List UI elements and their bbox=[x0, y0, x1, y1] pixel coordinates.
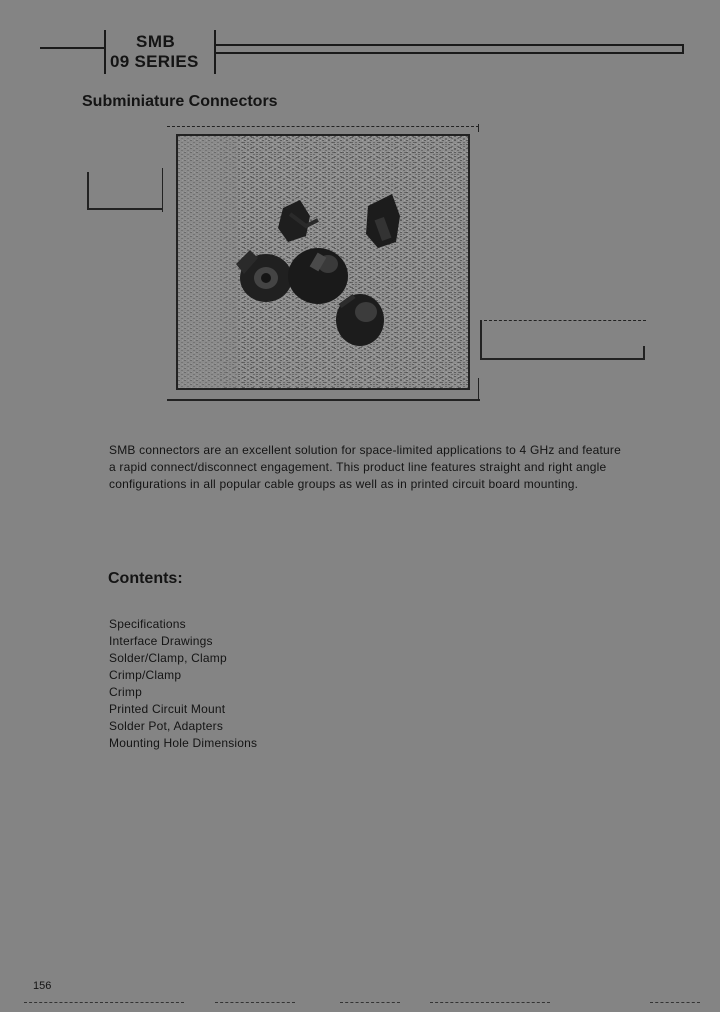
product-photo bbox=[176, 134, 470, 390]
photo-bottom-rule bbox=[167, 399, 480, 401]
header-bar bbox=[214, 44, 684, 54]
contents-item-specifications: Specifications bbox=[109, 617, 186, 631]
right-bracket-marker bbox=[480, 320, 644, 360]
connectors-photo-graphic bbox=[178, 136, 468, 388]
section-title: Subminiature Connectors bbox=[82, 93, 278, 110]
footer-rule-5 bbox=[650, 1002, 700, 1004]
contents-item-interface-drawings: Interface Drawings bbox=[109, 634, 213, 648]
footer-rule-4 bbox=[430, 1002, 550, 1004]
footer-rule-2 bbox=[215, 1002, 295, 1004]
intro-paragraph: SMB connectors are an excellent solution for space-limited applications to 4 GHz and feature a rapid connect/disconnect engagement. This product line features straight and right angle configurations in all popular cable groups as well as in printed circuit board mounting. bbox=[109, 443, 621, 491]
contents-item-printed-circuit-mount: Printed Circuit Mount bbox=[109, 702, 226, 716]
right-bracket-end bbox=[643, 346, 645, 360]
photo-top-rule bbox=[167, 126, 479, 128]
left-bracket-marker bbox=[87, 172, 163, 210]
contents-heading: Contents: bbox=[108, 570, 183, 587]
series-number: 09 SERIES bbox=[110, 52, 199, 71]
contents-item-solder-clamp: Solder/Clamp, Clamp bbox=[109, 651, 227, 665]
contents-list bbox=[109, 616, 257, 752]
photo-right-stub bbox=[478, 378, 479, 400]
contents-item-mounting-hole-dimensions: Mounting Hole Dimensions bbox=[109, 736, 258, 750]
series-name: SMB bbox=[136, 32, 176, 51]
page-number: 156 bbox=[33, 980, 52, 992]
header-rule-left bbox=[40, 47, 106, 49]
photo-corner-tick bbox=[478, 124, 479, 132]
footer-rule-1 bbox=[24, 1002, 184, 1004]
contents-item-crimp: Crimp bbox=[109, 685, 142, 699]
contents-item-crimp-clamp: Crimp/Clamp bbox=[109, 668, 182, 682]
contents-item-solder-pot-adapters: Solder Pot, Adapters bbox=[109, 719, 224, 733]
footer-rule-3 bbox=[340, 1002, 400, 1004]
left-bracket-tick bbox=[162, 168, 163, 212]
